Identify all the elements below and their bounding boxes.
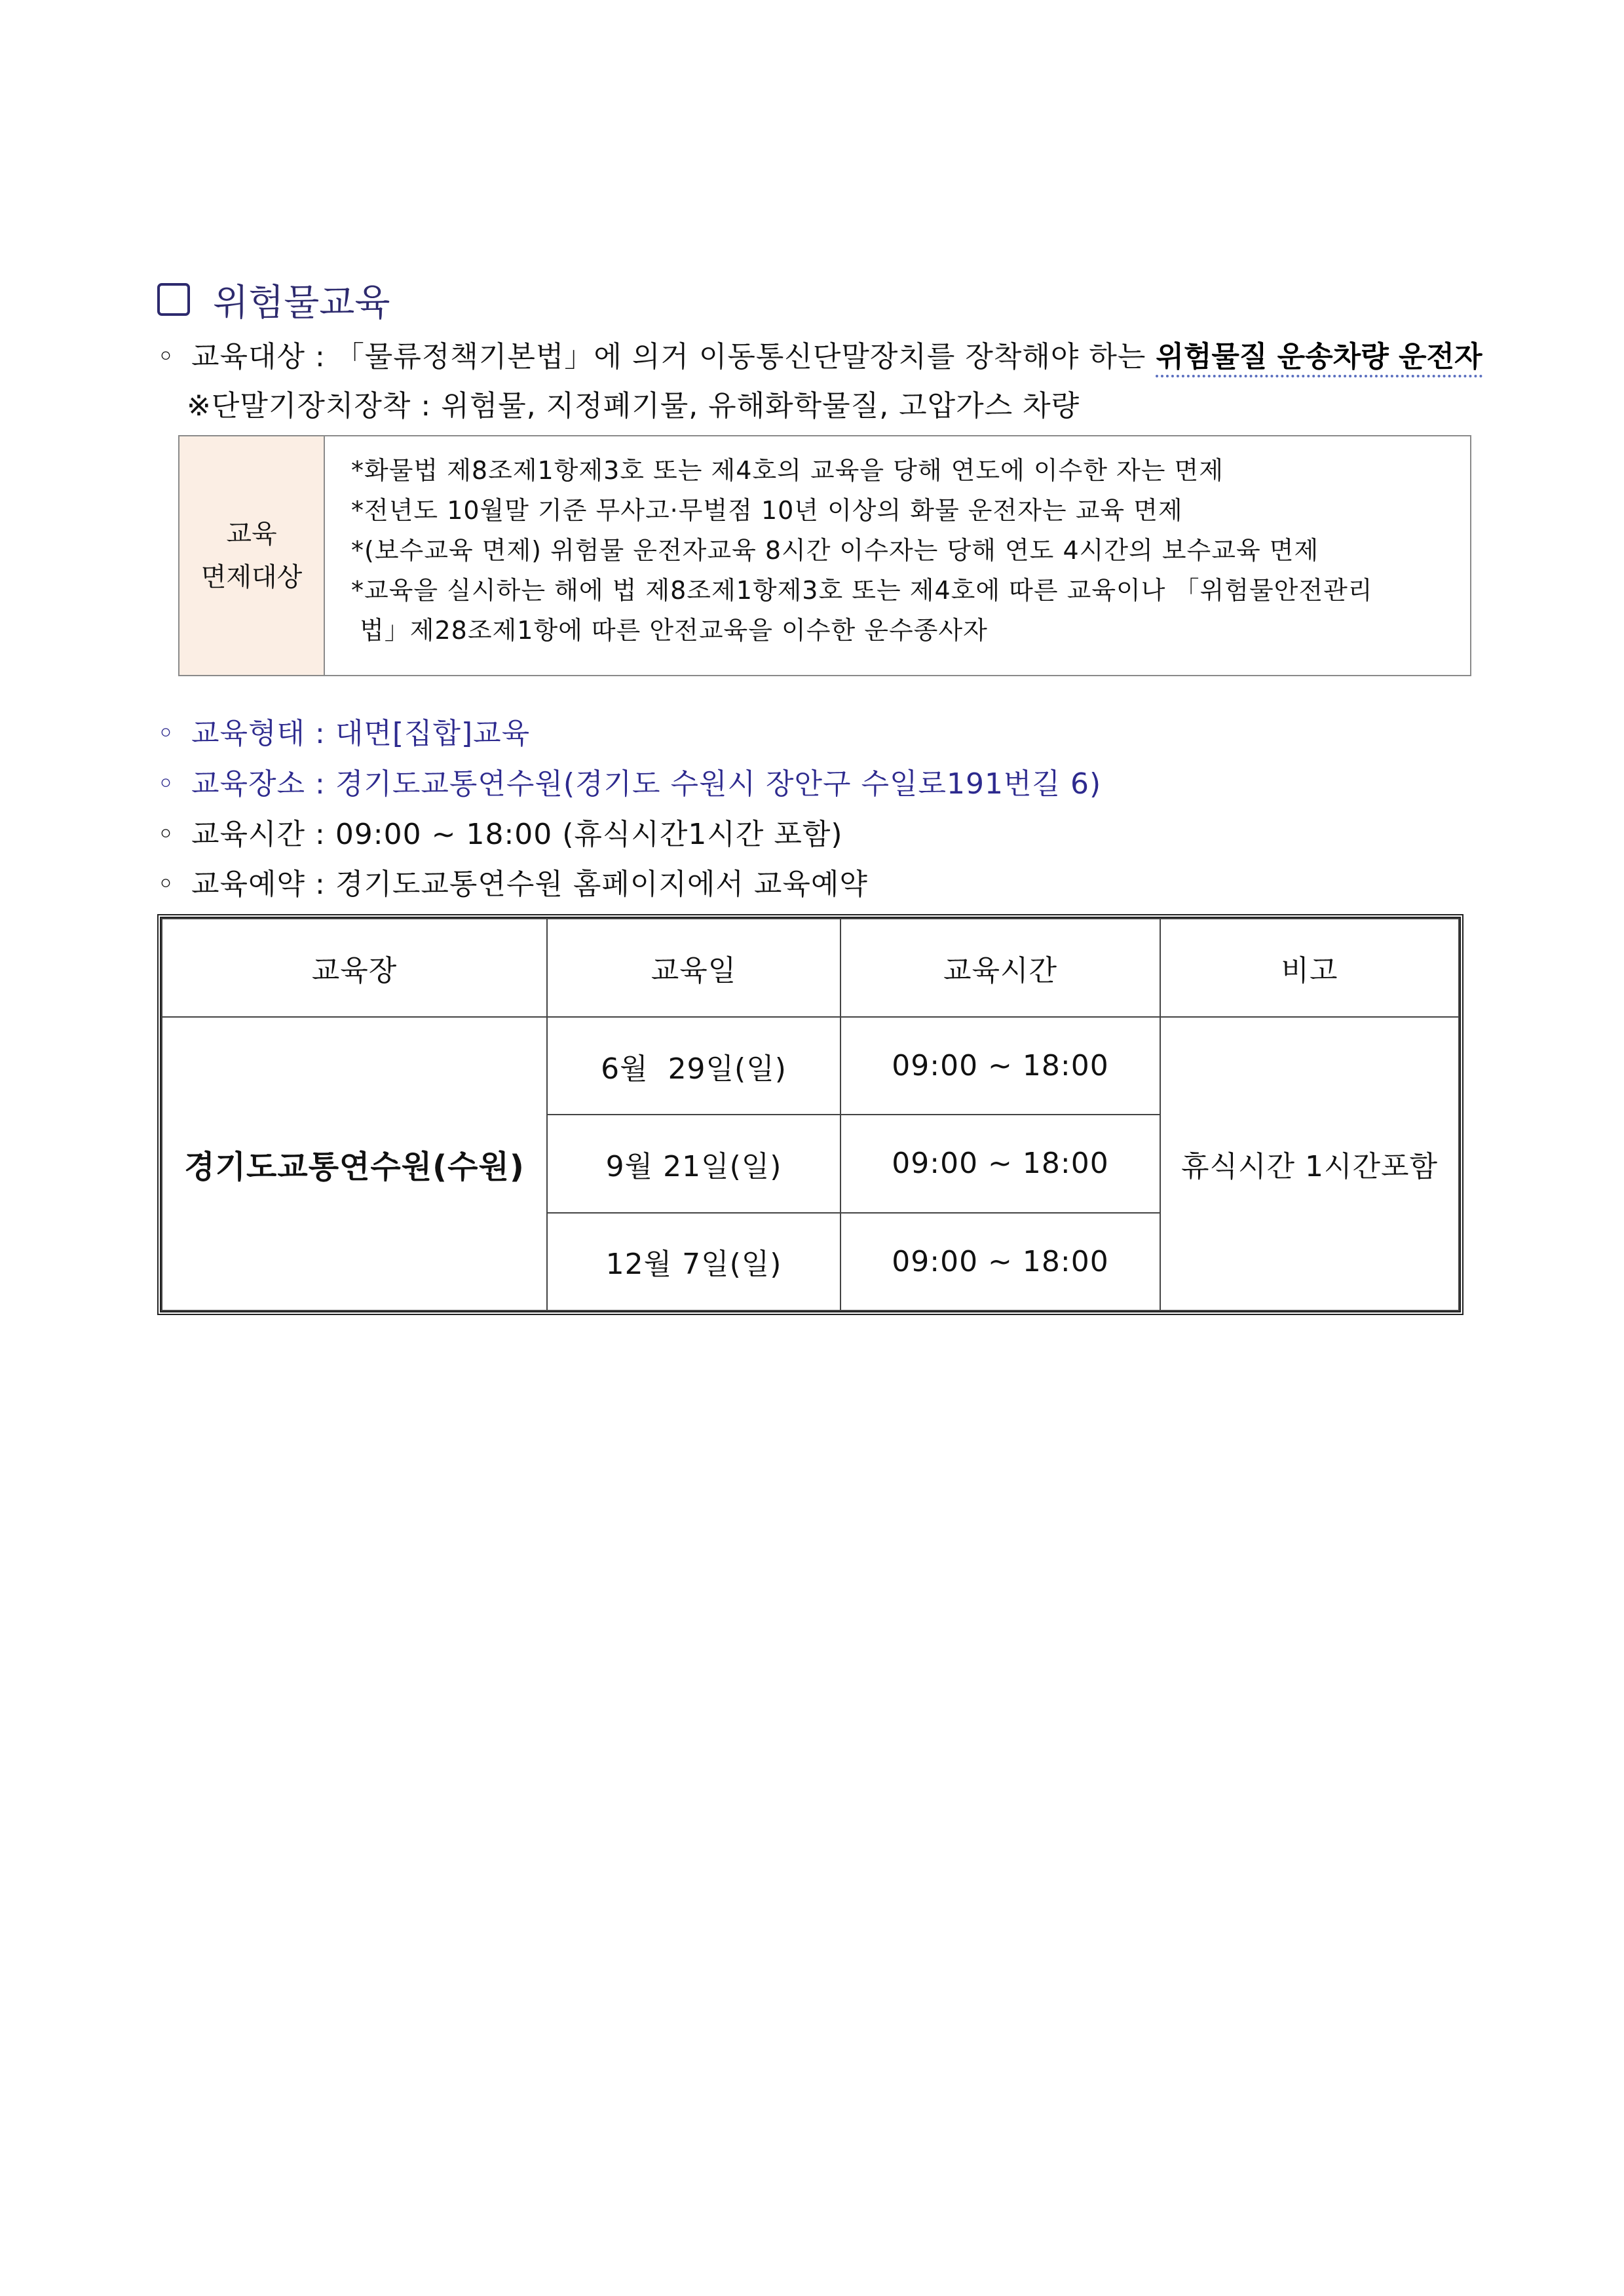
time-cell: 09:00 ~ 18:00 (840, 1213, 1160, 1311)
info-time (157, 811, 843, 852)
exemption-header-line1: 교육 (226, 519, 277, 549)
target-label: 교육대상 : (191, 340, 335, 373)
date-cell: 6월 29일(일) (547, 1017, 840, 1115)
time-cell: 09:00 ~ 18:00 (840, 1115, 1160, 1212)
time-cell: 09:00 ~ 18:00 (840, 1017, 1160, 1115)
exemption-item: *교육을 실시하는 해에 법 제8조제1항제3호 또는 제4호에 따른 교육이나 「위험물안전관리 (351, 576, 1373, 605)
exemption-header (179, 436, 325, 675)
info-reservation (157, 860, 868, 902)
info-format (157, 710, 530, 752)
target-note: ※단말기장치장착 : 위험물, 지정폐기물, 유해화학물질, 고압가스 차량 (187, 389, 1080, 423)
table-row (162, 1017, 1459, 1115)
reservation-text: 교육예약 : 경기도교통연수원 홈페이지에서 교육예약 (191, 868, 868, 901)
exemption-item: *전년도 10월말 기준 무사고·무벌점 10년 이상의 화물 운전자는 교육 면제 (351, 496, 1183, 525)
date-cell: 12월 7일(일) (547, 1213, 840, 1311)
section-title: 위험물교육 (213, 282, 390, 324)
exemption-item: 법」제28조제1항에 따른 안전교육을 이수한 운수종사자 (351, 616, 988, 645)
location-text: 교육장소 : 경기도교통연수원(경기도 수원시 장안구 수일로191번길 6) (191, 767, 1102, 801)
time-text: 교육시간 : 09:00 ~ 18:00 (휴식시간1시간 포함) (191, 818, 843, 851)
exemption-header-line2: 면제대상 (200, 562, 303, 592)
target-line (157, 333, 1482, 375)
exemption-box (178, 435, 1471, 676)
place-cell: 경기도교통연수원(수원) (162, 1017, 547, 1311)
bullet-icon: ◦ (157, 818, 175, 851)
schedule-table (157, 914, 1463, 1315)
header-time: 교육시간 (840, 919, 1160, 1017)
format-text: 교육형태 : 대면[집합]교육 (191, 717, 531, 750)
info-location (157, 760, 1101, 802)
date-cell: 9월 21일(일) (547, 1115, 840, 1212)
note-cell: 휴식시간 1시간포함 (1160, 1017, 1459, 1311)
header-place: 교육장 (162, 919, 547, 1017)
bullet-icon: ◦ (157, 767, 175, 801)
header-date: 교육일 (547, 919, 840, 1017)
exemption-list (325, 436, 1373, 675)
bullet-icon: ◦ (157, 717, 175, 750)
table-header-row (162, 919, 1459, 1017)
exemption-item: *화물법 제8조제1항제3호 또는 제4호의 교육을 당해 연도에 이수한 자는 면제 (351, 456, 1224, 485)
exemption-item: *(보수교육 면제) 위험물 운전자교육 8시간 이수자는 당해 연도 4시간의 보수교육 면제 (351, 536, 1319, 565)
target-emphasis: 위험물질 운송차량 운전자 (1156, 340, 1482, 377)
bullet-icon: ◦ (157, 868, 175, 901)
heading-checkbox-icon (157, 283, 190, 316)
bullet-icon: ◦ (157, 340, 175, 373)
target-text: 「물류정책기본법」에 의거 이동통신단말장치를 장착해야 하는 (335, 340, 1156, 373)
header-note: 비고 (1160, 919, 1459, 1017)
